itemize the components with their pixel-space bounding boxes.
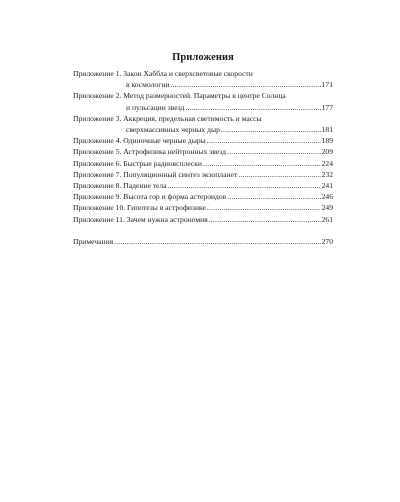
toc-entry-title: Приложение 3. Аккреция, предельная светимость и массы [73, 113, 262, 123]
toc-entry-line [73, 124, 333, 135]
toc-entry-appendix-9[interactable] [73, 191, 333, 202]
leader-dots [227, 146, 321, 157]
leader-dots [203, 158, 321, 169]
toc-entry-appendix-1[interactable] [73, 68, 333, 90]
toc-entry-title: Примечания [73, 236, 114, 246]
toc-page-number: 181 [321, 125, 333, 135]
toc-entry-title: Приложение 8. Падение тела [73, 181, 167, 191]
toc-entry-appendix-8[interactable] [73, 180, 333, 191]
toc-entry-line [73, 214, 333, 225]
toc-page-number: 209 [321, 147, 333, 157]
toc-entry-title: Приложение 10. Гипотезы в астрофизике [73, 203, 206, 213]
toc-entry-appendix-10[interactable] [73, 202, 333, 213]
toc-page-number: 270 [321, 236, 333, 246]
leader-dots [185, 102, 320, 113]
toc-entry-line [73, 169, 333, 180]
toc-page-number: 171 [321, 80, 333, 90]
toc-entry-line [73, 79, 333, 90]
leader-dots [114, 236, 320, 247]
toc-page-number: 246 [321, 192, 333, 202]
leader-dots [170, 79, 320, 90]
toc-entry-line [73, 158, 333, 169]
toc-page-number: 241 [321, 181, 333, 191]
toc-entry-appendix-7[interactable] [73, 169, 333, 180]
toc-entry-line [73, 113, 333, 124]
toc-entry-line [73, 202, 333, 213]
toc-page-number: 224 [321, 158, 333, 168]
toc-entry-title-cont: в космологии [126, 80, 170, 90]
toc-entry-line [73, 135, 333, 146]
toc-entry-title: Приложение 9. Высота гор и форма астероидов [73, 192, 227, 202]
leader-dots [207, 202, 321, 213]
toc-page-number: 261 [321, 214, 333, 224]
toc-entry-appendix-4[interactable] [73, 135, 333, 146]
toc-entry-title-cont: и пульсации звезд [126, 102, 185, 112]
toc-entry-appendix-2[interactable] [73, 90, 333, 112]
leader-dots [227, 191, 320, 202]
toc-entry-line [73, 146, 333, 157]
toc-entry-title: Приложение 7. Популяционный синтез экзопланет [73, 169, 238, 179]
toc-entry-title: Приложение 6. Быстрые радиовсплески [73, 158, 203, 168]
toc-entry-line [73, 68, 333, 79]
toc-page-number: 177 [321, 102, 333, 112]
toc-entry-title: Приложение 2. Метод размерностей. Параметры в центре Солнца [73, 91, 286, 101]
toc-entry-line [73, 180, 333, 191]
toc-entry-appendix-3[interactable] [73, 113, 333, 135]
toc-entry-title-cont: сверхмассивных черных дыр [126, 125, 220, 135]
toc-entry-title: Приложение 1. Закон Хаббла и сверхсветовые скорости [73, 69, 253, 78]
leader-dots [221, 124, 321, 135]
toc-entry-appendix-11[interactable] [73, 214, 333, 225]
toc-entry-appendix-6[interactable] [73, 158, 333, 169]
leader-dots [207, 135, 321, 146]
toc-page-number: 232 [321, 169, 333, 179]
toc-entry-line [73, 102, 333, 113]
toc-entry-title: Приложение 4. Одиночные черные дыры [73, 136, 206, 146]
toc-page [73, 52, 333, 247]
toc-spacer [73, 225, 333, 236]
toc-list [73, 68, 333, 247]
toc-entry-line [73, 236, 333, 247]
leader-dots [238, 169, 320, 180]
toc-title: Приложения [172, 52, 234, 63]
toc-entry-title: Приложение 11. Зачем нужна астрономия [73, 214, 208, 224]
toc-entry-line [73, 191, 333, 202]
toc-entry-appendix-5[interactable] [73, 146, 333, 157]
toc-entry-title: Приложение 5. Астрофизика нейтронных звезд [73, 147, 226, 157]
toc-page-number: 189 [321, 136, 333, 146]
leader-dots [168, 180, 321, 191]
toc-entry-line [73, 90, 333, 101]
leader-dots [209, 214, 321, 225]
toc-entry-notes[interactable] [73, 236, 333, 247]
toc-page-number: 249 [321, 203, 333, 213]
